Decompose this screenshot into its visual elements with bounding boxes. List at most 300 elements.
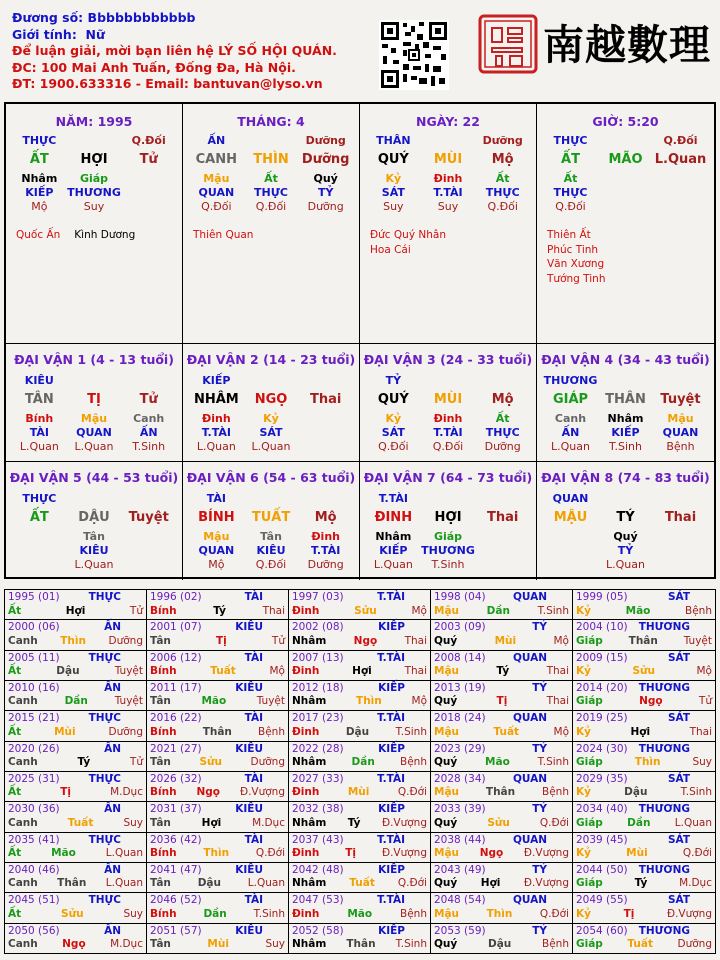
pillar-text (298, 426, 353, 440)
year-line (434, 834, 569, 848)
year-label: 2043 (49) (434, 863, 486, 876)
year-stem: Ất (8, 907, 22, 920)
year-branch: Tý (77, 756, 91, 769)
year-line (150, 652, 285, 666)
year-stem: Tân (150, 877, 171, 890)
pillar-row (189, 558, 353, 572)
year-label: 2032 (38) (292, 803, 344, 816)
dai-van-ten-god: TỶ (385, 374, 402, 387)
year-pillar (150, 695, 285, 709)
year-phase: M.Dục (110, 938, 143, 951)
star-label: Thiên Quan (193, 229, 254, 241)
year-label: 2009 (15) (576, 651, 628, 664)
year-line (292, 925, 427, 939)
year-ten-god: KIẾP (378, 863, 405, 876)
pillar-text: T.Sinh (132, 440, 166, 453)
pillar-text: ẤN (561, 426, 580, 439)
year-stem: Quý (434, 756, 458, 769)
year-stem: Ất (8, 786, 22, 799)
pillar-text: Q.Đối (555, 200, 586, 213)
year-stem: Nhâm (292, 634, 327, 647)
pillar-row (543, 412, 708, 426)
year-pillar (8, 665, 143, 679)
year-ten-god: TỶ (532, 742, 547, 755)
year-cell (289, 924, 431, 953)
pillar-text: Mộ (491, 152, 514, 167)
year-phase: Tuyệt (114, 695, 143, 708)
pillar-text: ẤN (207, 134, 226, 147)
pillar-text: QUAN (198, 544, 235, 557)
year-branch: Sửu (632, 665, 655, 678)
pillar-text: NHÂM (193, 392, 239, 407)
pillar-row (543, 200, 708, 214)
year-ten-god: SÁT (667, 833, 690, 846)
pillar-row (189, 544, 353, 558)
year-line (576, 864, 712, 878)
year-stem: Quý (434, 877, 458, 890)
year-phase: Đ.Vượng (381, 847, 427, 860)
year-pillar (292, 908, 427, 922)
year-pillar (434, 908, 569, 922)
year-pillar (8, 635, 143, 649)
year-branch: Tuất (627, 938, 653, 951)
pillar-text: THƯƠNG (67, 186, 121, 199)
year-pillar (434, 786, 569, 800)
year-line (292, 894, 427, 908)
address-line: ĐC: 100 Mai Anh Tuấn, Đống Đa, Hà Nội. (12, 59, 296, 75)
dai-van-cell (183, 462, 360, 580)
dai-van-cell (360, 462, 537, 580)
year-label: 2045 (51) (8, 894, 60, 907)
pillar-text: Q.Đối (378, 440, 409, 453)
year-line (576, 652, 712, 666)
pillar-text: TÀI (29, 426, 49, 439)
blank (67, 492, 122, 506)
pillar-body (366, 134, 530, 214)
year-stem: Bính (150, 786, 177, 799)
year-phase: Thai (546, 695, 569, 708)
year-cell (147, 833, 289, 863)
year-phase: Đ.Vượng (523, 877, 569, 890)
year-branch: Tị (496, 695, 508, 708)
year-ten-god: ẤN (104, 681, 121, 694)
year-phase: Mộ (553, 725, 569, 738)
year-branch: Sửu (61, 907, 84, 920)
pillar-row (366, 134, 530, 148)
year-stem: Tân (150, 938, 171, 951)
pillar-text (12, 558, 67, 572)
pillar-text: Q.Đối (663, 134, 698, 147)
year-pillar (292, 635, 427, 649)
year-cell (289, 681, 431, 711)
year-phase: Q.Đới (255, 847, 285, 860)
year-pillar (434, 847, 569, 861)
year-phase: M.Dục (679, 877, 712, 890)
year-stem: Ất (8, 665, 22, 678)
year-stem: Giáp (576, 695, 603, 708)
pillar-row (366, 388, 530, 412)
pillar-text (543, 544, 598, 558)
year-ten-god: T.TÀI (377, 833, 405, 846)
year-phase: Suy (692, 756, 712, 769)
year-stem: Canh (8, 816, 38, 829)
year-line (8, 834, 143, 848)
year-label: 2023 (29) (434, 742, 486, 755)
year-cell (573, 833, 715, 863)
pillar-text: TỶ (317, 186, 334, 199)
pillar-text: Q.Đối (487, 200, 518, 213)
year-stem: Kỷ (576, 907, 591, 920)
year-phase: Q.Đới (682, 847, 712, 860)
dai-van-title: ĐẠI VẬN 4 (34 - 43 tuổi) (541, 352, 710, 367)
pillar-text: Kỷ (385, 412, 402, 425)
year-ten-god: TÀI (244, 651, 263, 664)
year-label: 2010 (16) (8, 681, 60, 694)
year-pillar (150, 756, 285, 770)
pillar-row (12, 440, 176, 454)
year-pillar (292, 665, 427, 679)
pillar-text (475, 530, 530, 544)
blank (421, 492, 476, 506)
year-cell (147, 620, 289, 650)
year-stem: Mậu (434, 604, 460, 617)
year-phase: T.Sinh (680, 786, 712, 799)
year-branch: Dậu (487, 938, 512, 951)
pillar-text: L.Quan (74, 558, 114, 571)
year-ten-god: QUAN (512, 894, 547, 907)
pillar-row (366, 412, 530, 426)
year-phase: Dưỡng (677, 938, 712, 951)
pillar-text (67, 134, 122, 148)
pillar-text (475, 558, 530, 572)
year-phase: Thai (404, 665, 427, 678)
pillar-text (598, 200, 653, 214)
year-cell (147, 924, 289, 953)
year-ten-god: TỶ (532, 681, 547, 694)
pillar-cell (360, 104, 537, 344)
year-pillar (576, 817, 712, 831)
year-pillar (292, 726, 427, 740)
year-cell (147, 590, 289, 620)
year-pillar (434, 877, 569, 891)
year-phase: Bệnh (400, 756, 427, 769)
year-branch: Thìn (634, 756, 661, 769)
year-branch: Hợi (352, 665, 372, 678)
year-cell (289, 863, 431, 893)
dai-van-top (366, 492, 530, 506)
blank (298, 374, 353, 388)
year-pillar (434, 695, 569, 709)
pillar-text: L.Quan (551, 440, 590, 453)
year-stem: Giáp (576, 816, 603, 829)
pillar-text: Bính (25, 412, 54, 425)
year-cell (147, 742, 289, 772)
pillar-text: Canh (133, 412, 165, 425)
year-cell (573, 742, 715, 772)
pillar-text: TÝ (616, 510, 635, 525)
year-label: 2038 (44) (434, 833, 486, 846)
year-phase: Đ.Vượng (523, 847, 569, 860)
year-line (150, 591, 285, 605)
pillar-row (189, 440, 353, 454)
year-cell (431, 893, 573, 923)
year-ten-god: T.TÀI (377, 712, 405, 725)
year-pillar (292, 605, 427, 619)
pillar-text: GIÁP (552, 392, 589, 407)
dai-van-ten-god: THƯƠNG (543, 374, 598, 387)
pillar-text: Dưỡng (301, 152, 350, 167)
pillar-text: KIÊU (79, 544, 109, 557)
pillar-row (189, 530, 353, 544)
pillar-row (543, 134, 708, 148)
year-pillar (8, 847, 143, 861)
pillar-text: HỢI (434, 510, 462, 525)
year-ten-god: KIẾP (378, 681, 405, 694)
year-label: 2042 (48) (292, 863, 344, 876)
year-pillar (150, 726, 285, 740)
year-branch: Sửu (354, 604, 377, 617)
pillar-row (12, 506, 176, 530)
year-line (292, 773, 427, 787)
year-phase: T.Sinh (537, 604, 569, 617)
year-stem: Quý (434, 816, 458, 829)
year-pillar (8, 938, 143, 952)
dai-van-title: ĐẠI VẬN 2 (14 - 23 tuổi) (186, 352, 356, 367)
year-phase: Thai (689, 725, 712, 738)
year-line (434, 925, 569, 939)
year-line (8, 712, 143, 726)
year-stem: Ất (8, 847, 22, 860)
year-phase: Dưỡng (250, 756, 285, 769)
pillar-text (121, 558, 176, 572)
pillar-text: Dưỡng (307, 200, 344, 213)
year-pillar (150, 817, 285, 831)
year-label: 2048 (54) (434, 894, 486, 907)
year-label: 2025 (31) (8, 772, 60, 785)
pillar-text: L.Quan (606, 558, 645, 571)
blank (298, 492, 353, 506)
year-pillar (434, 605, 569, 619)
dai-van-body (189, 374, 353, 454)
year-cell (289, 590, 431, 620)
year-branch: Dậu (624, 786, 648, 799)
year-cell (573, 893, 715, 923)
blank (475, 374, 530, 388)
year-ten-god: THƯƠNG (638, 924, 690, 937)
year-cell (147, 772, 289, 802)
year-cell (5, 893, 147, 923)
year-branch: Dậu (197, 877, 221, 890)
year-stem: Canh (8, 634, 38, 647)
pillar-text: MÙI (433, 152, 463, 167)
pillar-text: TỊ (87, 392, 101, 407)
year-pillar (292, 847, 427, 861)
year-ten-god: KIÊU (235, 742, 263, 755)
blank (121, 374, 176, 388)
year-cell (289, 833, 431, 863)
year-cell (5, 590, 147, 620)
star-label: Văn Xương (547, 258, 605, 270)
dai-van-cell (183, 344, 360, 462)
year-pillar (150, 635, 285, 649)
year-branch: Dần (351, 756, 375, 769)
year-pillar (150, 665, 285, 679)
pillar-text: QUAN (662, 426, 699, 439)
year-label: 2008 (14) (434, 651, 486, 664)
year-phase: Tử (129, 604, 143, 617)
year-stem: Kỷ (576, 847, 591, 860)
pillar-text: KIẾP (379, 544, 408, 557)
year-label: 1996 (02) (150, 591, 202, 603)
dai-van-cell (6, 462, 183, 580)
year-cell (573, 924, 715, 953)
year-stem: Mậu (434, 847, 460, 860)
year-line (292, 621, 427, 635)
pillar-text: Nhâm (21, 172, 58, 185)
dai-van-title: ĐẠI VẬN 1 (4 - 13 tuổi) (14, 352, 174, 367)
year-label: 2006 (12) (150, 651, 202, 664)
year-ten-god: QUAN (512, 833, 547, 846)
pillar-text: L.Quan (373, 558, 413, 571)
pillar-text: ĐINH (374, 510, 413, 525)
pillar-text (653, 172, 708, 186)
year-stem: Đinh (292, 847, 320, 860)
qr-code-icon (379, 20, 449, 90)
year-label: 2040 (46) (8, 863, 60, 876)
year-stem: Bính (150, 725, 177, 738)
year-cell (431, 590, 573, 620)
year-branch: Tị (345, 847, 357, 860)
year-label: 2022 (28) (292, 742, 344, 755)
pillar-row (366, 530, 530, 544)
year-line (434, 621, 569, 635)
year-phase: T.Sinh (253, 907, 285, 920)
year-stem: Canh (8, 877, 38, 890)
pillar-text: THƯƠNG (421, 544, 475, 557)
pillar-row (543, 558, 708, 572)
dai-van-top (12, 492, 176, 506)
year-label: 2033 (39) (434, 803, 486, 816)
year-label: 2053 (59) (434, 924, 486, 937)
dai-van-top (189, 374, 353, 388)
year-stem: Nhâm (292, 938, 327, 951)
pillar-text: CANH (195, 152, 238, 167)
pillar-text: Ất (264, 172, 278, 185)
pillar-text (598, 134, 653, 148)
year-ten-god: QUAN (512, 591, 547, 603)
pillar-text: DẬU (78, 510, 110, 525)
year-ten-god: TỶ (532, 924, 547, 937)
pillar-text: T.TÀI (201, 426, 231, 439)
year-phase: L.Quan (105, 847, 143, 860)
year-branch: Mão (201, 695, 227, 708)
year-ten-god: THƯƠNG (638, 681, 690, 694)
pillar-text: Mộ (208, 558, 225, 571)
year-ten-god: SÁT (667, 651, 690, 664)
pillar-text: QUAN (76, 426, 112, 439)
pillar-text: ẤN (139, 426, 158, 439)
pillar-extras (370, 228, 446, 257)
year-line (434, 803, 569, 817)
star-label: Tướng Tinh (547, 272, 606, 285)
pillar-row (366, 186, 530, 200)
year-ten-god: SÁT (667, 712, 690, 725)
pillar-row (12, 388, 176, 412)
year-ten-god: T.TÀI (377, 772, 405, 785)
year-cell (573, 651, 715, 681)
year-branch: Ngọ (196, 786, 221, 799)
year-stem: Kỷ (576, 604, 591, 617)
year-line (150, 712, 285, 726)
pillar-title: THÁNG: 4 (237, 114, 305, 129)
pillar-text: MÃO (608, 152, 643, 167)
pillar-row (543, 440, 708, 454)
pillar-text: ẤT (29, 152, 49, 167)
year-label: 2039 (45) (576, 833, 628, 846)
year-stem: Giáp (576, 756, 603, 769)
year-phase: Thai (262, 604, 285, 617)
pillar-text: Tử (139, 392, 158, 407)
pillar-text: L.Quan (196, 440, 236, 453)
year-branch: Dậu (56, 665, 80, 678)
year-label: 2036 (42) (150, 833, 202, 846)
year-line (434, 591, 569, 605)
year-ten-god: THƯƠNG (638, 803, 690, 816)
pillar-extras (547, 228, 605, 286)
pillar-text: Dưỡng (305, 134, 346, 147)
dai-van-body (543, 374, 708, 454)
pillar-row (12, 172, 176, 186)
year-stem: Đinh (292, 604, 320, 617)
year-label: 1999 (05) (576, 591, 628, 603)
dai-van-title: ĐẠI VẬN 5 (44 - 53 tuổi) (9, 470, 179, 485)
pillar-text (121, 172, 176, 186)
year-label: 1995 (01) (8, 591, 60, 603)
year-label: 2013 (19) (434, 681, 486, 694)
pillar-text: L.Quan (19, 440, 59, 453)
pillar-text (298, 412, 353, 426)
pillar-text: TỶ (617, 544, 634, 557)
pillar-text (121, 186, 176, 200)
pillar-text: Mậu (667, 412, 694, 425)
year-line (576, 834, 712, 848)
blank (653, 374, 708, 388)
pillar-text: T.TÀI (433, 186, 463, 199)
pillar-text: L.Quan (251, 440, 291, 453)
year-stem: Bính (150, 847, 177, 860)
year-line (576, 803, 712, 817)
year-line (292, 864, 427, 878)
year-stem: Mậu (434, 665, 460, 678)
year-cell (147, 863, 289, 893)
year-stem: Kỷ (576, 786, 591, 799)
year-ten-god: ẤN (104, 742, 121, 755)
year-pillar (576, 908, 712, 922)
pillar-text: Nhâm (607, 412, 644, 425)
pillar-row (189, 172, 353, 186)
year-ten-god: TỶ (532, 621, 547, 634)
year-line (576, 743, 712, 757)
year-pillar (292, 877, 427, 891)
year-ten-god: T.TÀI (377, 894, 405, 907)
pillar-text: Q.Đối (255, 558, 287, 571)
year-line (8, 652, 143, 666)
year-ten-god: TÀI (244, 833, 263, 846)
year-cell (431, 681, 573, 711)
year-branch: Thân (57, 877, 87, 890)
pillar-text: Mậu (203, 172, 230, 185)
year-cell (5, 863, 147, 893)
